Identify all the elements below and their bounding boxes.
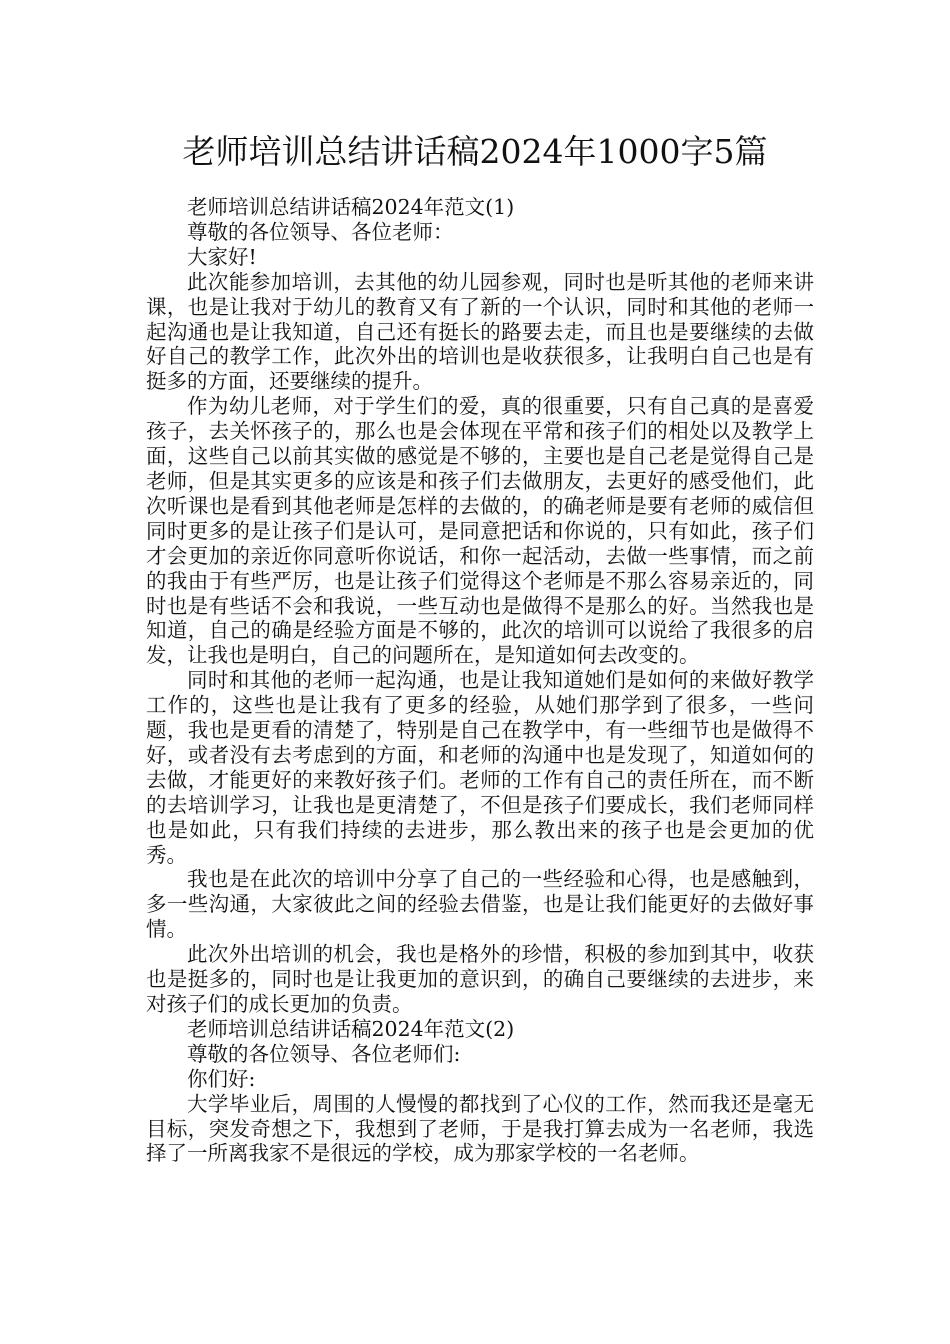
salutation: 尊敬的各位领导、各位老师： xyxy=(187,219,454,244)
paragraph: 我也是在此次的培训中分享了自己的一些经验和心得，也是感触到，多一些沟通，大家彼此之间的经验去借鉴，也是让我们能更好的去做好事情。 xyxy=(146,867,814,942)
section-heading-2: 老师培训总结讲话稿2024年范文(2) xyxy=(187,1016,515,1041)
greeting: 你们好: xyxy=(187,1066,256,1091)
document-body xyxy=(146,195,814,1166)
paragraph: 同时和其他的老师一起沟通，也是让我知道她们是如何的来做好教学工作的，这些也是让我有了更多的经验，从她们那学到了很多，一些问题，我也是更看的清楚了，特别是自己在教学中，有一些细节也是做得不好，或者没有去考虑到的方面，和老师的沟通中也是发现了，知道如何的去做，才能更好的来教好孩子们。老师的工作有自己的责任所在，而不断的去培训学习，让我也是更清楚了，不但是孩子们要成长，我们老师同样也是如此，只有我们持续的去进步，那么教出来的孩子也是会更加的优秀。 xyxy=(146,668,814,867)
paragraph: 大学毕业后，周围的人慢慢的都找到了心仪的工作，然而我还是毫无目标，突发奇想之下，我想到了老师，于是我打算去成为一名老师，我选择了一所离我家不是很远的学校，成为那家学校的一名老师。 xyxy=(146,1091,814,1166)
salutation: 尊敬的各位领导、各位老师们: xyxy=(187,1041,461,1066)
document-title: 老师培训总结讲话稿2024年1000字5篇 xyxy=(182,132,768,171)
paragraph: 此次能参加培训，去其他的幼儿园参观，同时也是听其他的老师来讲课，也是让我对于幼儿的教育又有了新的一个认识，同时和其他的老师一起沟通也是让我知道，自己还有挺长的路要去走，而且也是要继续的去做好自己的教学工作，此次外出的培训也是收获很多，让我明白自己也是有挺多的方面，还要继续的提升。 xyxy=(146,269,814,394)
paragraph: 此次外出培训的机会，我也是格外的珍惜，积极的参加到其中，收获也是挺多的，同时也是让我更加的意识到，的确自己要继续的去进步，来对孩子们的成长更加的负责。 xyxy=(146,942,814,1016)
section-heading-1: 老师培训总结讲话稿2024年范文(1) xyxy=(187,195,515,219)
paragraph: 作为幼儿老师，对于学生们的爱，真的很重要，只有自己真的是喜爱孩子，去关怀孩子的，那么也是会体现在平常和孩子们的相处以及教学上面，这些自己以前其实做的感觉是不够的，主要也是自己老是觉得自己是老师，但是其实更多的应该是和孩子们去做朋友，去更好的感受他们，此次听课也是看到其他老师是怎样的去做的，的确老师是要有老师的威信但同时更多的是让孩子们是认可，是同意把话和你说的，只有如此，孩子们才会更加的亲近你同意听你说话，和你一起活动，去做一些事情，而之前的我由于有些严厉，也是让孩子们觉得这个老师是不那么容易亲近的，同时也是有些话不会和我说，一些互动也是做得不是那么的好。当然我也是知道，自己的确是经验方面是不够的，此次的培训可以说给了我很多的启发，让我也是明白，自己的问题所在，是知道如何去改变的。 xyxy=(146,394,814,668)
greeting: 大家好! xyxy=(187,244,257,269)
